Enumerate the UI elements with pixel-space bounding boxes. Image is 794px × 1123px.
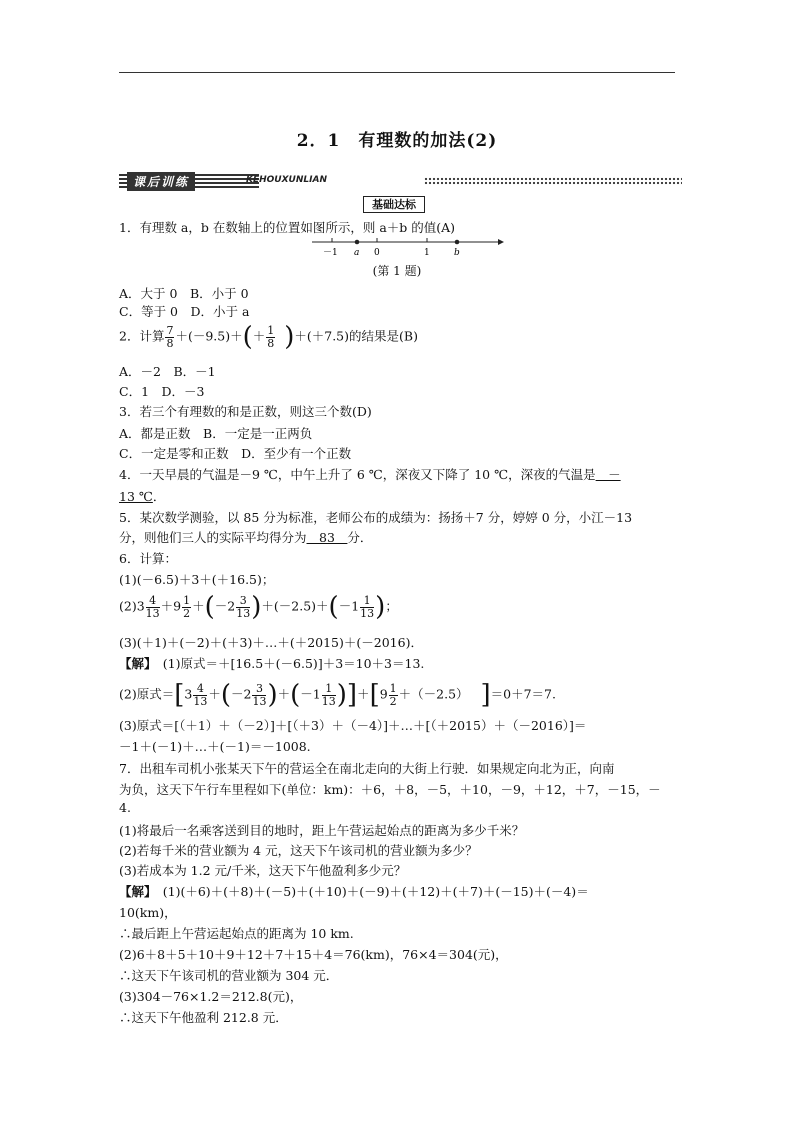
q7-solution-3: (3)304－76×1.2＝212.8(元)， (119, 989, 303, 1004)
section-tag: 基础达标 (363, 196, 425, 213)
axis-minus-one: －1 (323, 248, 338, 258)
q4-answer-part2: 13 ℃ (119, 489, 153, 504)
fraction: $\frac{1}{13}$ (360, 593, 375, 620)
solution-label: 【解】 (119, 884, 151, 899)
q2-post: ＋(＋7.5)的结果是(B) (294, 328, 418, 344)
banner-dots (424, 177, 682, 185)
q7-line3: 4. (119, 800, 131, 815)
axis-b: b (454, 248, 460, 258)
q3-options-1: A．都是正数 B．一定是一正两负 (119, 426, 313, 441)
q1-options-2: C．等于 0 D．小于 a (119, 304, 250, 319)
axis-zero: 0 (374, 248, 380, 258)
q3-stem: 3．若三个有理数的和是正数，则这三个数(D) (119, 404, 372, 419)
q6-part2: (2)3 $\frac{4}{13}$ ＋9 $\frac{1}{2}$ ＋(－2 $\frac{3}{13}$ )＋(－2.5)＋(－1 $\frac{1}{13}$ )； (119, 592, 398, 622)
q6-solution-3a: (3)原式＝[（＋1）＋（－2）]＋[（＋3）＋（－4）]＋…＋[（＋2015）＋（－2016）]＝ (119, 718, 587, 733)
q5-line1: 5．某次数学测验，以 85 分为标准，老师公布的成绩为：扬扬＋7 分，婷婷 0 分，小江－13 (119, 510, 633, 525)
q4-line1: 4．一天早晨的气温是－9 ℃，中午上升了 6 ℃，深夜又下降了 10 ℃，深夜的气温是 － (119, 467, 621, 482)
axis-one: 1 (424, 248, 430, 258)
fraction: $\frac{1}{8}$ (267, 323, 275, 350)
q2-stem: 2．计算 $\frac{7}{8}$ ＋(－9.5)＋(＋ $\frac{1}{8}$ )＋(＋7.5)的结果是(B) (119, 322, 418, 352)
q2-options-2: C．1 D．－3 (119, 384, 205, 399)
q1-stem: 1．有理数 a，b 在数轴上的位置如图所示，则 a＋b 的值(A) (119, 220, 456, 235)
q7-solution-1b: 10(km)， (119, 905, 177, 920)
fraction: $\frac{7}{8}$ (166, 323, 174, 350)
fraction: $\frac{1}{2}$ (389, 681, 397, 708)
q6-solution-3b: －1＋(－1)＋…＋(－1)＝－1008. (119, 739, 311, 754)
q7-solution-2b: ∴这天下午该司机的营业额为 304 元． (119, 968, 339, 983)
q7-solution-3b: ∴这天下午他盈利 212.8 元． (119, 1010, 288, 1025)
fraction: $\frac{1}{2}$ (183, 593, 191, 620)
fraction: $\frac{3}{13}$ (236, 593, 251, 620)
q3-options-2: C．一定是零和正数 D．至少有一个正数 (119, 446, 352, 461)
q6-part3: (3)(＋1)＋(－2)＋(＋3)＋…＋(＋2015)＋(－2016)． (119, 635, 423, 650)
axis-a: a (354, 248, 360, 258)
q7-solution-1c: ∴最后距上午营运起始点的距离为 10 km. (119, 926, 354, 941)
q7-solution-1: 【解】 (1)(＋6)＋(＋8)＋(－5)＋(＋10)＋(－9)＋(＋12)＋(＋7)＋(－15)＋(－4)＝ (119, 884, 589, 899)
q2-options-1: A．－2 B．－1 (119, 364, 216, 379)
banner-label: 课后训练 (127, 172, 195, 191)
q6-part1: (1)(－6.5)＋3＋(＋16.5)； (119, 572, 275, 587)
solution-label: 【解】 (119, 656, 151, 671)
q7-part2: (2)若每千米的营业额为 4 元，这天下午该司机的营业额为多少？ (119, 843, 478, 858)
fraction: $\frac{3}{13}$ (252, 681, 267, 708)
section-banner (119, 172, 682, 190)
q7-line1: 7．出租车司机小张某天下午的营运全在南北走向的大街上行驶．如果规定向北为正，向南 (119, 761, 615, 776)
q7-solution-2: (2)6＋8＋5＋10＋9＋12＋7＋15＋4＝76(km)，76×4＝304(元)， (119, 947, 508, 962)
q1-caption: (第 1 题) (372, 264, 422, 278)
q5-line2: 分，则他们三人的实际平均得分为 83 分． (119, 530, 373, 545)
page-title: 2．1 有理数的加法(2) (296, 131, 498, 151)
banner-latin: KEHOUXUNLIAN (246, 175, 327, 185)
fraction: $\frac{4}{13}$ (145, 593, 160, 620)
fraction: $\frac{1}{13}$ (321, 681, 336, 708)
q6-solution-1: 【解】 (1)原式＝＋[16.5＋(－6.5)]＋3＝10＋3＝13. (119, 656, 425, 671)
number-line-figure (310, 234, 505, 260)
q1-options-1: A．大于 0 B．小于 0 (119, 286, 249, 301)
q4-line2: 13 ℃． (119, 489, 166, 504)
q2-pre: 2．计算 (119, 328, 165, 344)
q7-line2: 为负，这天下午行车里程如下(单位：km)：＋6，＋8，－5，＋10，－9，＋12，＋7，－15，－ (119, 782, 661, 797)
q7-part1: (1)将最后一名乘客送到目的地时，距上午营运起始点的距离为多少千米？ (119, 823, 525, 838)
q7-part3: (3)若成本为 1.2 元/千米，这天下午他盈利多少元？ (119, 863, 407, 878)
header-rule (119, 72, 675, 73)
q6-head: 6．计算： (119, 551, 177, 566)
q5-answer: 83 (306, 530, 348, 545)
q2-mid: ＋(－9.5)＋ (175, 328, 243, 344)
q4-answer-part1: － (595, 467, 621, 482)
q6-solution-2: (2)原式＝[3 $\frac{4}{13}$ ＋(－2 $\frac{3}{13}$ )＋(－1 $\frac{1}{13}$ )]＋[9 $\frac{1}{2}$ ＋（－2.5） ]＝0＋7＝7. (119, 680, 556, 710)
fraction: $\frac{4}{13}$ (193, 681, 208, 708)
